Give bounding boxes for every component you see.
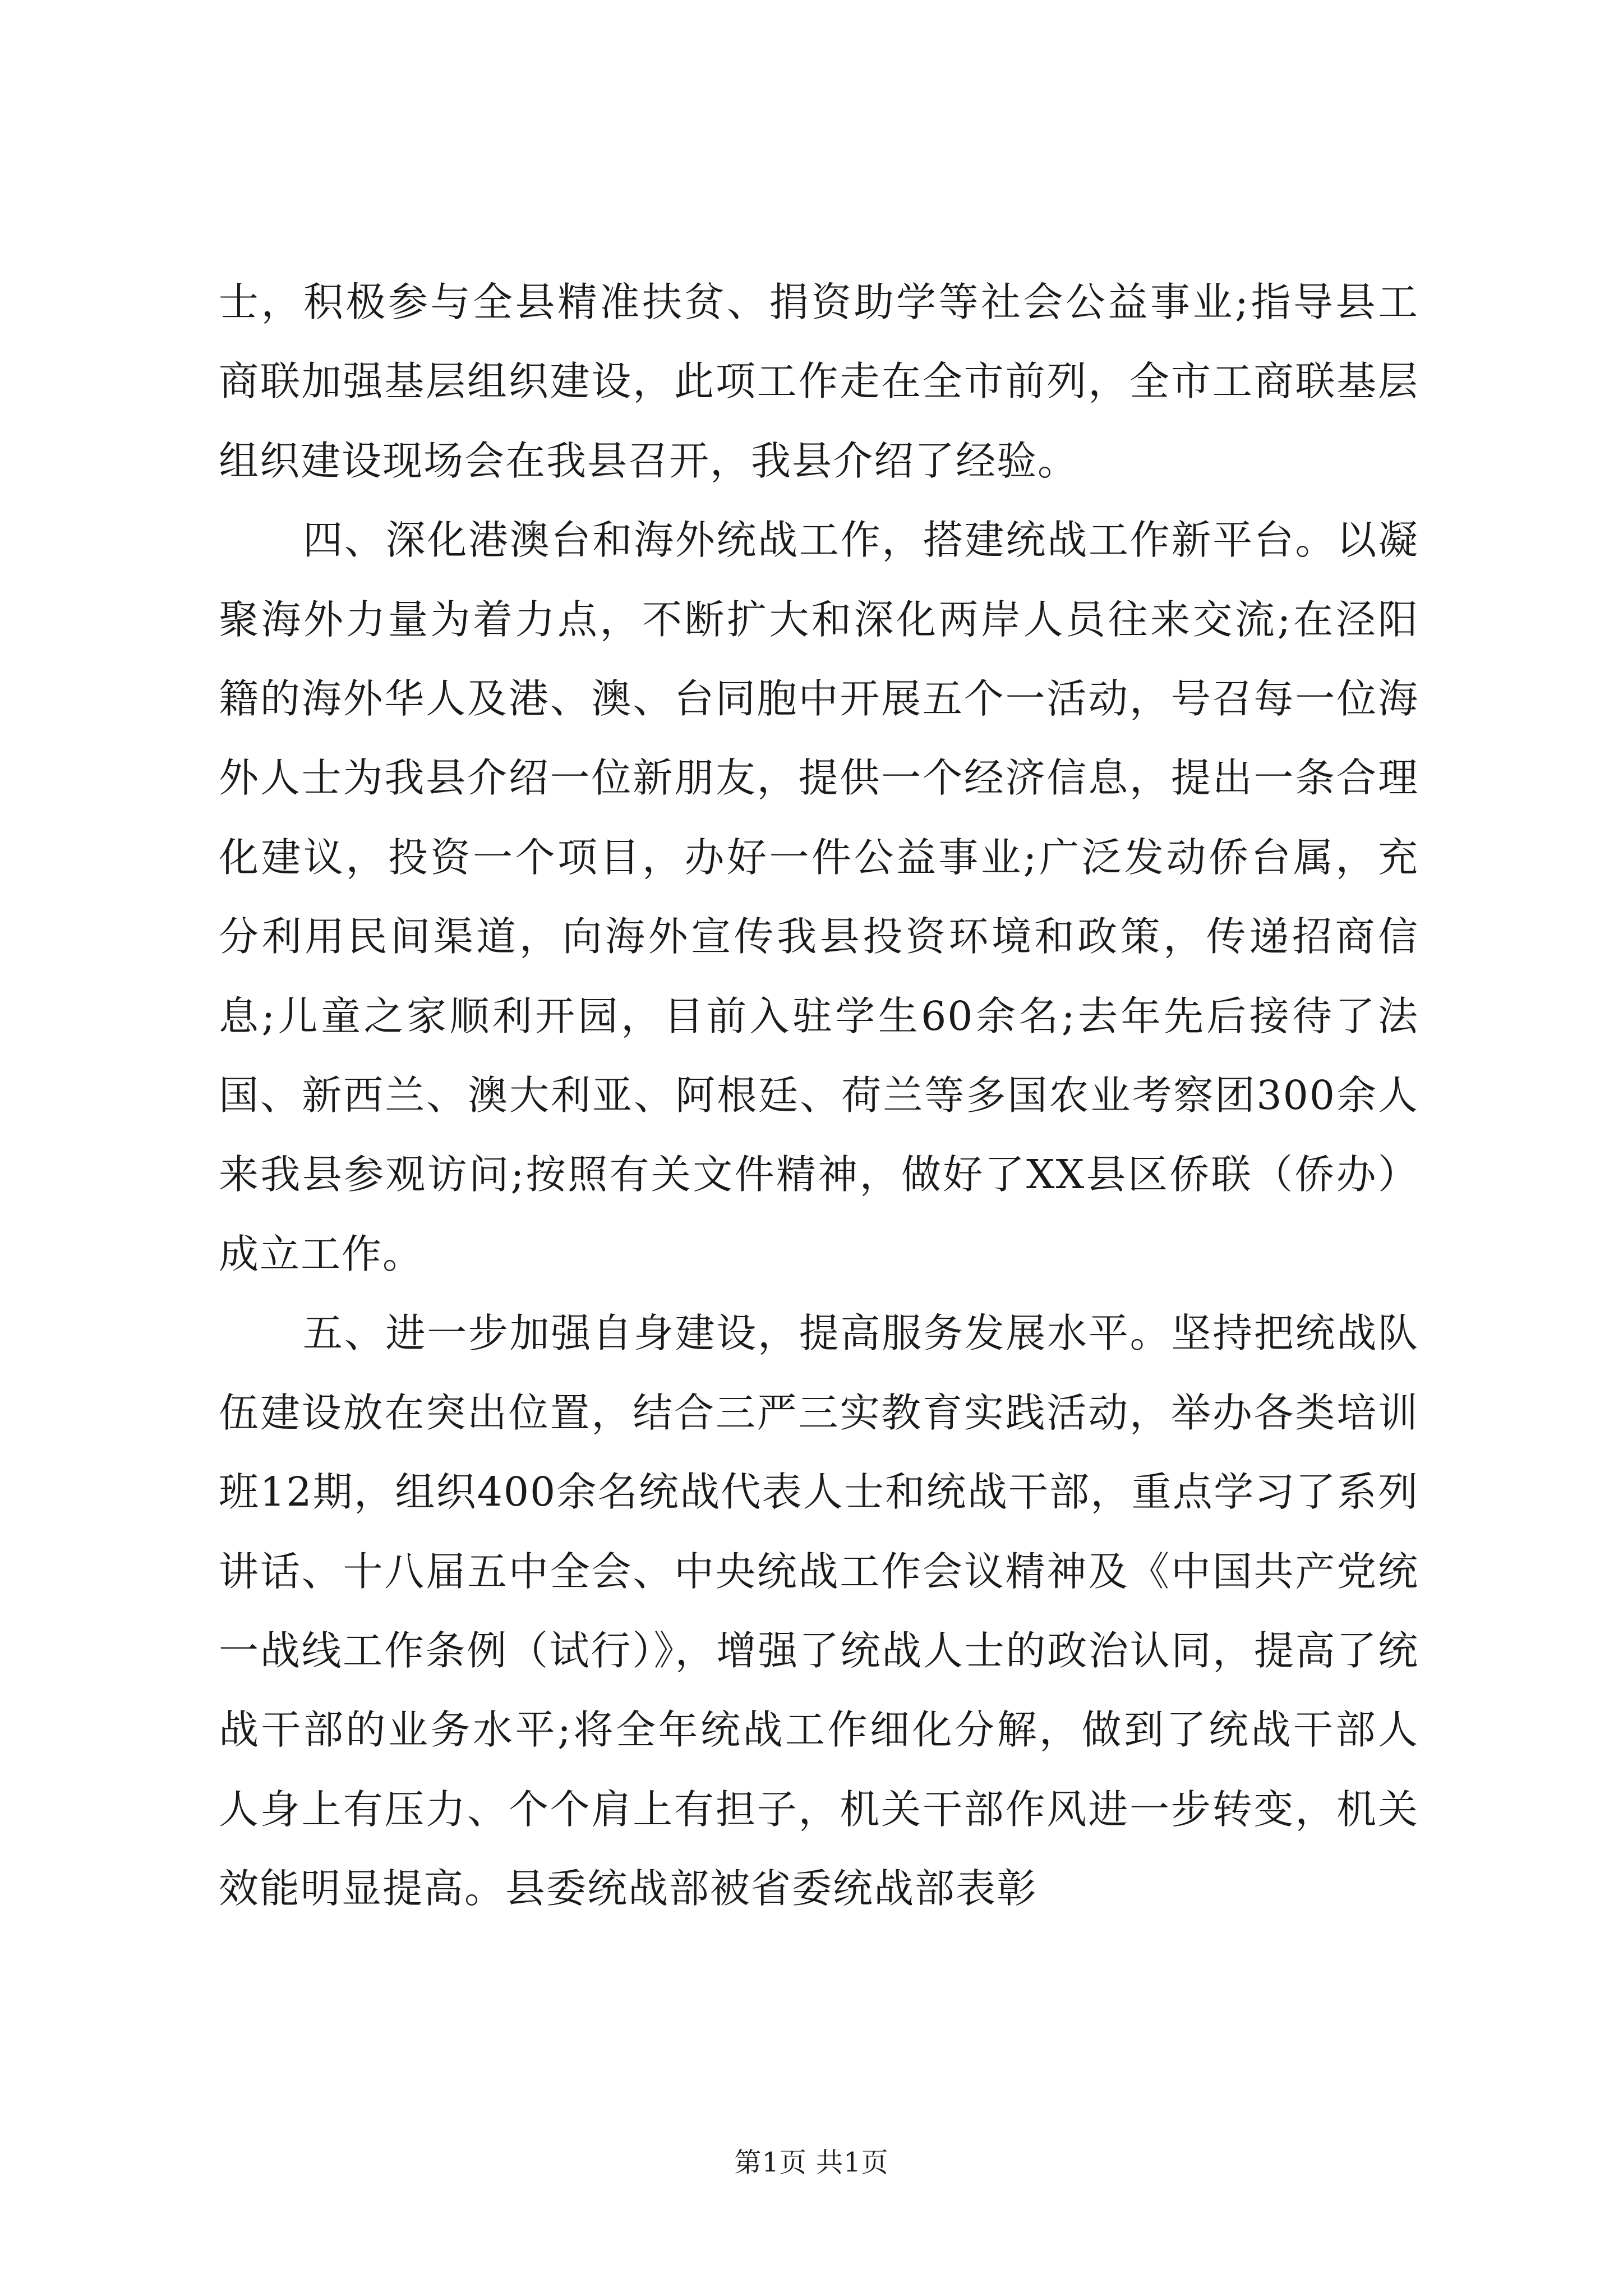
page-footer xyxy=(0,2146,1623,2179)
paragraph-continued: 士，积极参与全县精准扶贫、捐资助学等社会公益事业;指导县工商联加强基层组织建设，此项工作走在全市前列，全市工商联基层组织建设现场会在我县召开，我县介绍了经验。 xyxy=(219,279,1419,484)
paragraph-section-five: 五、进一步加强自身建设，提高服务发展水平。坚持把统战队伍建设放在突出位置，结合三严三实教育实践活动，举办各类培训班12期，组织400余名统战代表人士和统战干部，重点学习了系列讲话、十八届五中全会、中央统战工作会议精神及《中国共产党统一战线工作条例（试行）》，增强了统战人士的政治认同，提高了统战干部的业务水平;将全年统战工作细化分解，做到了统战干部人人身上有压力、个个肩上有担子，机关干部作风进一步转变，机关效能明显提高。县委统战部被省委统战部表彰 xyxy=(219,1310,1419,1912)
paragraph-section-four: 四、深化港澳台和海外统战工作，搭建统战工作新平台。以凝聚海外力量为着力点，不断扩大和深化两岸人员往来交流;在泾阳籍的海外华人及港、澳、台同胞中开展五个一活动，号召每一位海外人士为我县介绍一位新朋友，提供一个经济信息，提出一条合理化建议，投资一个项目，办好一件公益事业;广泛发动侨台属，充分利用民间渠道，向海外宣传我县投资环境和政策，传递招商信息;儿童之家顺利开园，目前入驻学生60余名;去年先后接待了法国、新西兰、澳大利亚、阿根廷、荷兰等多国农业考察团300余人来我县参观访问;按照有关文件精神，做好了XX县区侨联（侨办）成立工作。 xyxy=(219,517,1419,1277)
document-body xyxy=(219,263,1419,1929)
page-number-label: 第1页 共1页 xyxy=(734,2147,889,2178)
